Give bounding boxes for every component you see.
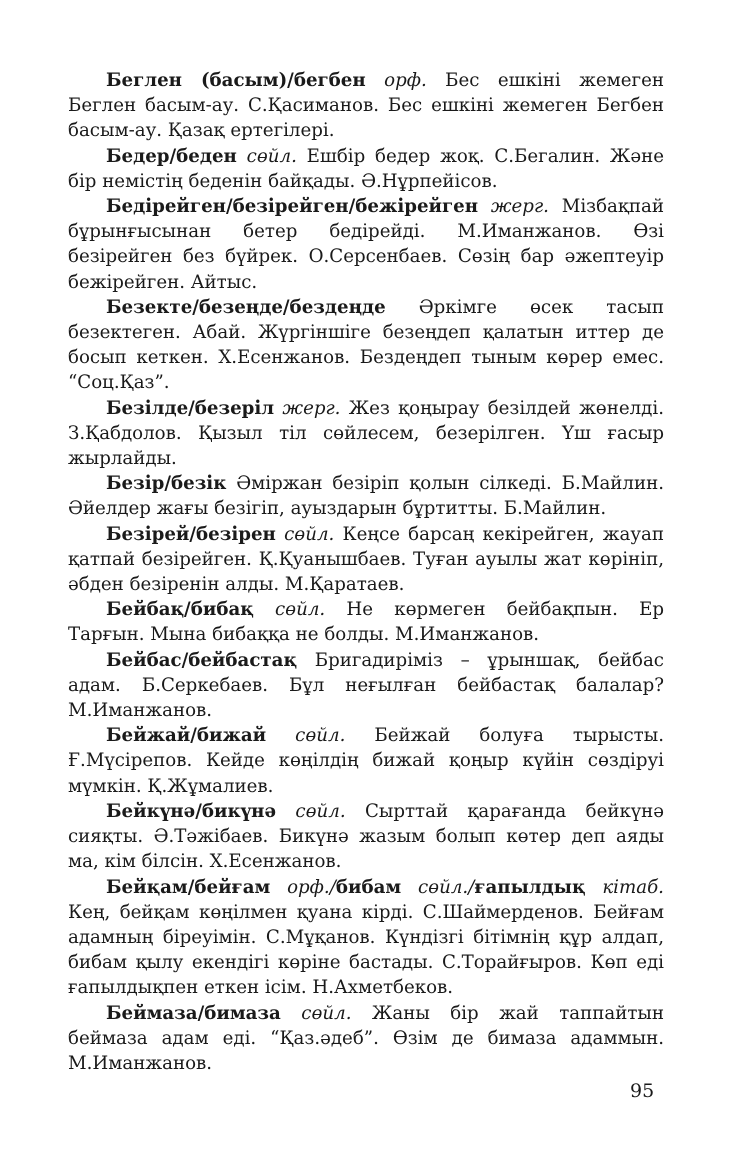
- dictionary-entry: [68, 875, 664, 1001]
- entry-text: Кеңсе барсаң кекірейген, жауап қатпай безірейген. Қ.Қуанышбаев. Туған ауылы жат көрініп, әбден безіренін алды. М.Қаратаев.: [68, 523, 664, 596]
- entry-headword: Бейқам/бейғам: [106, 876, 271, 898]
- entry-headword: Бедірейген/безірейген/бежірейген: [106, 196, 479, 218]
- entry-text: Әміржан безіріп қолын сілкеді. Б.Майлин. Әйелдер жағы безігіп, ауыздарын бұртитты. Б.Майлин.: [68, 473, 664, 520]
- dictionary-entry: [68, 471, 664, 521]
- entry-headword: Беглен (басым)/бегбен: [106, 70, 366, 91]
- dictionary-entry: [68, 648, 664, 724]
- entry-usage-mark: жерг.: [490, 196, 549, 218]
- entry-text: Сырттай қарағанда бейкүнә сияқты. Ә.Тәжібаев. Бикүнә жазым болып көтер деп аяды ма, кім білсін. Х.Есенжанов.: [68, 800, 664, 873]
- entry-text: Не көрмеген бейбақпын. Ер Тарғын. Мына бибаққа не болды. М.Иманжанов.: [68, 599, 664, 646]
- entry-usage-mark: орф./: [287, 876, 336, 898]
- entry-text: Кең, бейқам көңілмен қуана кірді. С.Шаймерденов. Бейғам адамның біреуімін. С.Мұқанов. Күндізгі бітімнің құр алдап, бибам қылу екендігі көріне бастады. С.Торайғыров. Көп еді ғапылдықпен еткен ісім. Н.Ахметбеков.: [68, 901, 664, 999]
- entry-text: Ешбір бедер жоқ. С.Бегалин. Және бір немістің беденін байқады. Ә.Нұрпейісов.: [68, 145, 664, 192]
- entry-text: Бес ешкіні жемеген Беглен басым-ау. С.Қасиманов. Бес ешкіні жемеген Бегбен басым-ау. Қазақ ертегілері.: [68, 70, 664, 142]
- entry-text: Бейжай болуға тырысты. Ғ.Мүсірепов. Кейде көңілдің бижай қоңыр күйін сөздіруі мүмкін. Қ.Жұмалиев.: [68, 725, 664, 797]
- entry-text: Жез қоңырау безілдей жөнелді. З.Қабдолов. Қызыл тіл сөйлесем, безерілген. Үш ғасыр жырлайды.: [68, 397, 664, 470]
- entry-usage-mark: сөйл.: [301, 1002, 352, 1024]
- entry-headword-variant: бибам: [335, 876, 402, 898]
- entry-headword: Безір/безік: [106, 473, 227, 495]
- dictionary-entry: [68, 1001, 664, 1077]
- entry-headword: Безекте/безеңде/бездеңде: [106, 296, 386, 318]
- entry-usage-mark: сөйл.: [246, 145, 297, 167]
- entry-usage-mark: сөйл./: [417, 876, 475, 898]
- dictionary-entry: [68, 68, 664, 144]
- dictionary-entry: [68, 194, 664, 295]
- entry-headword: Бейжай/бижай: [106, 725, 267, 747]
- entry-headword-variant: ғапылдық: [474, 876, 586, 898]
- dictionary-entry: [68, 144, 664, 194]
- dictionary-page: [68, 68, 664, 1076]
- entry-usage-mark: орф.: [384, 70, 427, 91]
- entry-usage-mark: кітаб.: [602, 876, 664, 898]
- dictionary-entry: [68, 723, 664, 799]
- entry-usage-mark: сөйл.: [284, 523, 335, 545]
- entry-usage-mark: сөйл.: [295, 725, 346, 747]
- dictionary-entry: [68, 597, 664, 647]
- entry-usage-mark: жерг.: [282, 397, 341, 419]
- entry-usage-mark: сөйл.: [295, 800, 346, 822]
- entry-text: Жаны бір жай таппайтын беймаза адам еді. “Қаз.әдеб”. Өзім де бимаза адаммын. М.Иманжанов.: [68, 1002, 664, 1074]
- entry-text: Әркімге өсек тасып безектеген. Абай. Жүргіншіге безеңдеп қалатын иттер де босып кеткен. Х.Есенжанов. Бездеңдеп тыным көрер емес. “Соц.Қаз”.: [68, 296, 664, 394]
- page-number: 95: [630, 1080, 655, 1102]
- dictionary-entry: [68, 799, 664, 875]
- dictionary-entry: [68, 295, 664, 396]
- entry-text: Мізбақпай бұрынғысынан бетер бедірейді. М.Иманжанов. Өзі безірейген без бүйрек. О.Серсенбаев. Сөзің бар әжептеуір бежірейген. Айтыс.: [68, 196, 664, 293]
- entry-headword: Бейкүнә/бикүнә: [106, 800, 277, 822]
- entry-usage-mark: сөйл.: [274, 599, 326, 621]
- dictionary-entry: [68, 522, 664, 598]
- entry-headword: Безірей/безірен: [106, 523, 276, 545]
- entry-headword: Бейбақ/бибақ: [106, 599, 254, 621]
- entry-headword: Бедер/беден: [106, 145, 237, 167]
- dictionary-entry: [68, 396, 664, 472]
- entry-headword: Бейбас/бейбастақ: [106, 649, 298, 671]
- entry-headword: Беймаза/бимаза: [106, 1002, 281, 1024]
- entry-headword: Безілде/безеріл: [106, 397, 275, 419]
- entry-text: Бригадиріміз – ұрыншақ, бейбас адам. Б.Серкебаев. Бұл неғылған бейбастақ балалар? М.Иманжанов.: [68, 649, 664, 722]
